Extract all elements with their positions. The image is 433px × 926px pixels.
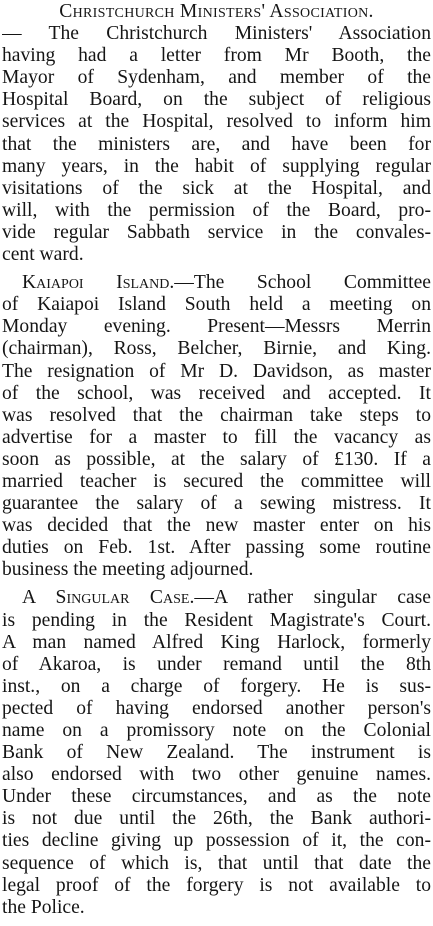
text-line: will, with the permission of the Board, pro- [2,199,431,221]
text-line: the Police. [2,896,85,918]
text-line: — The Christchurch Ministers' Association [2,23,431,45]
article-ministers-association [2,1,431,266]
article-first-line [2,587,431,609]
text-line: cent ward. [2,244,84,266]
text-line: services at the Hospital, resolved to inform him [2,111,431,133]
text-line: Monday evening. Present—Messrs Merrin [2,316,431,338]
text-line: many years, in the habit of supplying regular [2,155,431,177]
text-line: is not due until the 26th, the Bank authori- [2,808,431,830]
text-line: of Akaroa, is under remand until the 8th [2,653,431,675]
text-line: Under these circumstances, and as the note [2,786,431,808]
text-line: Hospital Board, on the subject of religious [2,89,431,111]
text-line: duties on Feb. 1st. After passing some routine [2,537,431,559]
text-line: soon as possible, at the salary of £130. If a [2,448,431,470]
text-line: legal proof of the forgery is not available to [2,874,431,896]
text-line: Mayor of Sydenham, and member of the [2,67,431,89]
text-line: name on a promissory note on the Colonial [2,720,431,741]
text-line: Bank of New Zealand. The instrument is [2,742,431,764]
text-line: inst., on a charge of forgery. He is sus- [2,675,431,697]
article-heading: A Singular Case. [22,587,195,609]
text-run: —A rather singular case [194,587,431,609]
text-line: ties decline giving up possession of it, the con- [2,830,431,852]
text-line: having had a letter from Mr Booth, the [2,45,431,67]
newspaper-column [2,1,431,919]
text-line: of Kaiapoi Island South held a meeting on [2,294,431,316]
text-line: was resolved that the chairman take steps to [2,404,431,426]
article-kaiapoi-island [2,272,431,581]
text-line: business the meeting adjourned. [2,559,254,581]
text-line: that the ministers are, and have been for [2,133,431,155]
article-title: Christchurch Ministers' Association. [59,1,374,22]
text-line: guarantee the salary of a sewing mistress. It [2,493,431,515]
text-line: advertise for a master to fill the vacancy as [2,426,431,448]
text-line: (chairman), Ross, Belcher, Birnie, and King. [2,338,431,360]
article-first-line [2,272,431,294]
text-line: sequence of which is, that until that date the [2,852,431,874]
text-line: vide regular Sabbath service in the convales- [2,221,431,243]
text-line: pected of having endorsed another person's [2,697,431,719]
text-line: also endorsed with two other genuine names. [2,764,431,786]
text-line: of the school, was received and accepted. It [2,382,431,404]
text-line: was decided that the new master enter on his [2,515,431,537]
text-line: A man named Alfred King Harlock, formerly [2,631,431,653]
text-run: —The School Committee [174,272,431,294]
text-line: married teacher is secured the committee will [2,470,431,492]
text-line: visitations of the sick at the Hospital, and [2,177,431,199]
text-line: The resignation of Mr D. Davidson, as master [2,360,431,382]
article-heading: Kaiapoi Island. [22,272,175,294]
text-line: is pending in the Resident Magistrate's Court. [2,609,431,631]
article-singular-case [2,587,431,918]
